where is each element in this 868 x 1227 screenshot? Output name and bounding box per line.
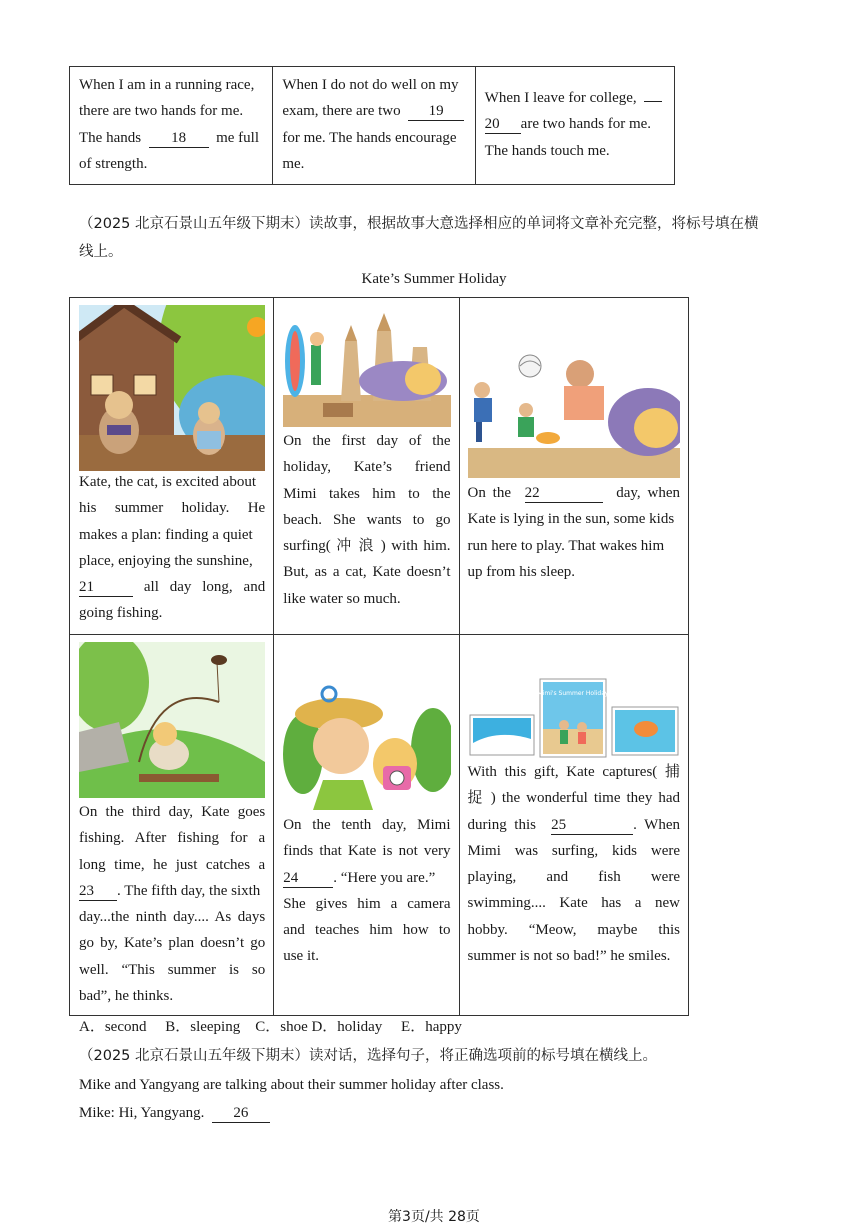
text-line: fishing. After fishing for a [79, 830, 266, 847]
text-line: 21 all day long, and [79, 579, 266, 596]
story-title: Kate’s Summer Holiday [361, 271, 507, 287]
text-line: there are two hands for me. [79, 103, 244, 120]
fishing-illustration [79, 642, 265, 798]
text-line: bad”, he thinks. [79, 988, 174, 1005]
word-options: A．second B．sleeping C．shoe D．holiday E．happy [79, 1019, 462, 1035]
blank-23[interactable]: 23 [79, 882, 117, 901]
text-line: On the first day of the [283, 433, 451, 449]
text-line: long time, he just catches a [79, 856, 266, 873]
text-line: hobby. “Meow, maybe this [467, 921, 680, 938]
dialogue-line: Mike: Hi, Yangyang. 26 [79, 1100, 270, 1126]
text-line: go by, Kate’s plan doesn’t go [79, 935, 266, 952]
text-line: finds that Kate is not very [283, 843, 451, 860]
photo-caption: Mimi's Summer Holiday [537, 690, 609, 697]
blank-21[interactable]: 21 [79, 578, 133, 597]
blank-26[interactable]: 26 [212, 1104, 270, 1123]
blank-18[interactable]: 18 [149, 129, 209, 148]
story-table [69, 297, 689, 1016]
text-line: day...the ninth day.... As days [79, 909, 266, 926]
page-number: 第3页/共 28页 [388, 1209, 480, 1225]
text-line: summer is not so bad!” he smiles. [467, 948, 671, 965]
text-line: Mimi was surfing, kids were [467, 842, 680, 859]
beach-kids-illustration [468, 352, 680, 478]
camera-girl-illustration [283, 684, 451, 810]
text-line: well. “This summer is so [79, 961, 266, 978]
intro-line: 线上。 [79, 244, 123, 260]
text-line: Kate is lying in the sun, some kids [467, 511, 675, 528]
text-line: and teaches him how to [283, 922, 451, 939]
dialogue-intro: Mike and Yangyang are talking about their summer holiday after class. [79, 1077, 504, 1093]
blank-20[interactable]: 20 [485, 115, 521, 134]
text-line: She gives him a camera [283, 895, 451, 912]
text-line: playing, and fish were [467, 869, 680, 886]
text-line: 24 . “Here you are.” [283, 869, 436, 886]
text-line: 20 are two hands for me. [484, 116, 652, 133]
section2-intro: （2025 北京石景山五年级下期末）读对话，选择句子，将正确选项前的标号填在横线上。 [79, 1048, 658, 1064]
text-line: during this 25 . When [467, 816, 681, 833]
text-line: The hands 18 me full [79, 129, 259, 146]
text-line: holiday, Kate’s friend [283, 459, 451, 476]
blank-24[interactable]: 24 [283, 869, 333, 888]
text-line: But, as a cat, Kate doesn’t [283, 564, 451, 581]
text-line: his summer holiday. He [79, 500, 266, 517]
section-intro [79, 210, 799, 266]
top-cell-3 [475, 67, 674, 185]
blank-19[interactable]: 19 [408, 102, 464, 121]
text-line: 捉 ) the wonderful time they had [467, 790, 680, 807]
text-line: Kate, the cat, is excited about [79, 474, 257, 490]
text-line: me. [282, 155, 305, 172]
text-line: swimming.... Kate has a new [467, 895, 680, 912]
text-line: The hands touch me. [484, 142, 610, 159]
top-cell-1 [70, 67, 273, 185]
text-line: When I am in a running race, [79, 77, 255, 93]
text-line: surfing( 冲 浪 ) with him. [283, 538, 451, 555]
text-line: up from his sleep. [467, 563, 576, 580]
text-line: On the third day, Kate goes [79, 804, 266, 820]
text-line: On the tenth day, Mimi [283, 817, 451, 833]
text-line: use it. [283, 948, 320, 965]
text-line: for me. The hands encourage [282, 129, 457, 146]
text-line: going fishing. [79, 605, 163, 622]
text-line: run here to play. That wakes him [467, 537, 665, 554]
text-line: On the 22 day, when [467, 485, 680, 501]
text-line: With this gift, Kate captures( 捕 [467, 764, 680, 780]
story-cell-3 [459, 298, 688, 635]
text-line: place, enjoying the sunshine, [79, 552, 253, 569]
blank-22[interactable]: 22 [525, 484, 603, 503]
text-line: When I do not do well on my [282, 77, 459, 93]
top-cell-2 [273, 67, 475, 185]
text-line: makes a plan: finding a quiet [79, 526, 253, 543]
text-line: exam, there are two 19 [282, 98, 466, 124]
text-line: When I leave for college, [485, 85, 666, 111]
top-table [69, 66, 675, 185]
story-cell-2 [274, 298, 459, 635]
photos-illustration [468, 677, 680, 759]
story-cell-6 [459, 635, 688, 1016]
cabin-illustration [79, 305, 265, 471]
text-line: of strength. [79, 155, 148, 172]
text-line: beach. She wants to go [283, 511, 451, 528]
blank-25[interactable]: 25 [551, 816, 633, 835]
intro-line: （2025 北京石景山五年级下期末）读故事，根据故事大意选择相应的单词将文章补充完整，将标号填在横 [79, 216, 759, 232]
sandcastle-illustration [283, 311, 451, 427]
text-line: 23 . The fifth day, the sixth [79, 882, 261, 899]
story-cell-5 [274, 635, 459, 1016]
text-line: like water so much. [283, 590, 401, 607]
story-cell-1 [70, 298, 274, 635]
story-cell-4 [70, 635, 274, 1016]
text-line: Mimi takes him to the [283, 485, 451, 502]
